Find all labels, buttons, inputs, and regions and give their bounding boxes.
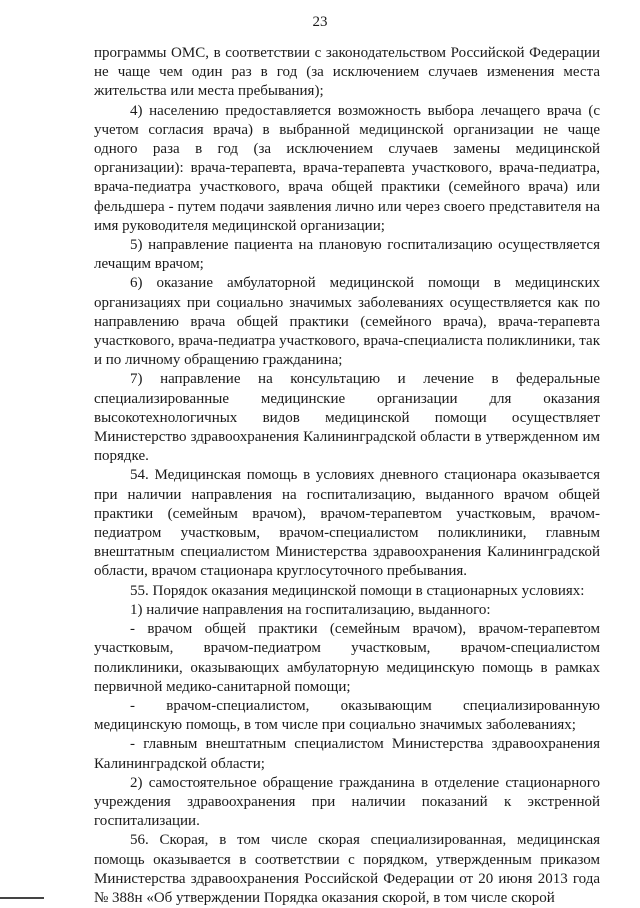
paragraph-item-7: 7) направление на консультацию и лечение в федеральные специализированные медицинские организации для оказания высокотехнологичных видов медицинской помощи осуществляет Министерство здравоохранения Калининградской области в утвержденном им порядке. <box>94 371 600 465</box>
paragraph-dash-item-2: - врачом-специалистом, оказывающим специализированную медицинскую помощь, в том числе при социально значимых заболеваниях; <box>94 697 600 734</box>
paragraph-clause-55: 55. Порядок оказания медицинской помощи в стационарных условиях: <box>130 582 585 599</box>
paragraph-clause-54: 54. Медицинская помощь в условиях дневного стационара оказывается при наличии направления на госпитализацию, выданного врачом общей практики (семейным врачом), врачом-терапевтом участковым, врачом-педиатром участковым, врачом-специалистом поликлиники, главным внештатным специалистом Министерства здравоохранения Калининградской области, врачом стационара круглосуточного пребывания. <box>94 467 600 580</box>
paragraph-item-6: 6) оказание амбулаторной медицинской помощи в медицинских организациях при социально значимых заболеваниях осуществляется как по направлению врача общей практики (семейного врача), врача-терапевта участкового, врача-педиатра участкового, врача-специалиста поликлиники, так и по личному обращению гражданина; <box>94 275 600 369</box>
paragraph-clause-55-item-1: 1) наличие направления на госпитализацию, выданного: <box>130 601 491 618</box>
scan-edge-mark <box>0 897 44 899</box>
paragraph-item-5: 5) направление пациента на плановую госпитализацию осуществляется лечащим врачом; <box>94 237 600 273</box>
paragraph-dash-item-3: - главным внештатным специалистом Министерства здравоохранения Калининградской области; <box>94 736 600 772</box>
paragraph-dash-item-1: - врачом общей практики (семейным врачом), врачом-терапевтом участковым, врачом-педиатром участковым, врачом-специалистом поликлиники, оказывающих амбулаторную медицинскую помощь в рамках первичной медико-санитарной помощи; <box>94 621 600 695</box>
paragraph-item-4: 4) населению предоставляется возможность выбора лечащего врача (с учетом согласия врача) в выбранной медицинской организации не чаще одного раза в год (за исключением случаев замены медицинской организации): врача-терапевта, врача-терапевта участкового, врача-педиатра, врача-педиатра участкового, врача общей практики (семейного врача) или фельдшера - путем подачи заявления лично или через своего представителя на имя руководителя медицинской организации; <box>94 102 600 234</box>
paragraph-clause-56: 56. Скорая, в том числе скорая специализированная, медицинская помощь оказывается в соответствии с порядком, утвержденным приказом Министерства здравоохранения Российской Федерации от 20 июня 2013 года № 388н «Об утверждении Порядка оказания скорой, в том числе скорой <box>94 832 600 906</box>
paragraph-continuation: программы ОМС, в соответствии с законодательством Российской Федерации не чаще чем один раз в год (за исключением случаев изменения места жительства или места пребывания); <box>94 45 600 100</box>
document-body <box>94 44 600 908</box>
page-number: 23 <box>312 14 328 30</box>
paragraph-clause-55-item-2: 2) самостоятельное обращение гражданина в отделение стационарного учреждения здравоохранения при наличии показаний к экстренной госпитализации. <box>94 774 600 830</box>
